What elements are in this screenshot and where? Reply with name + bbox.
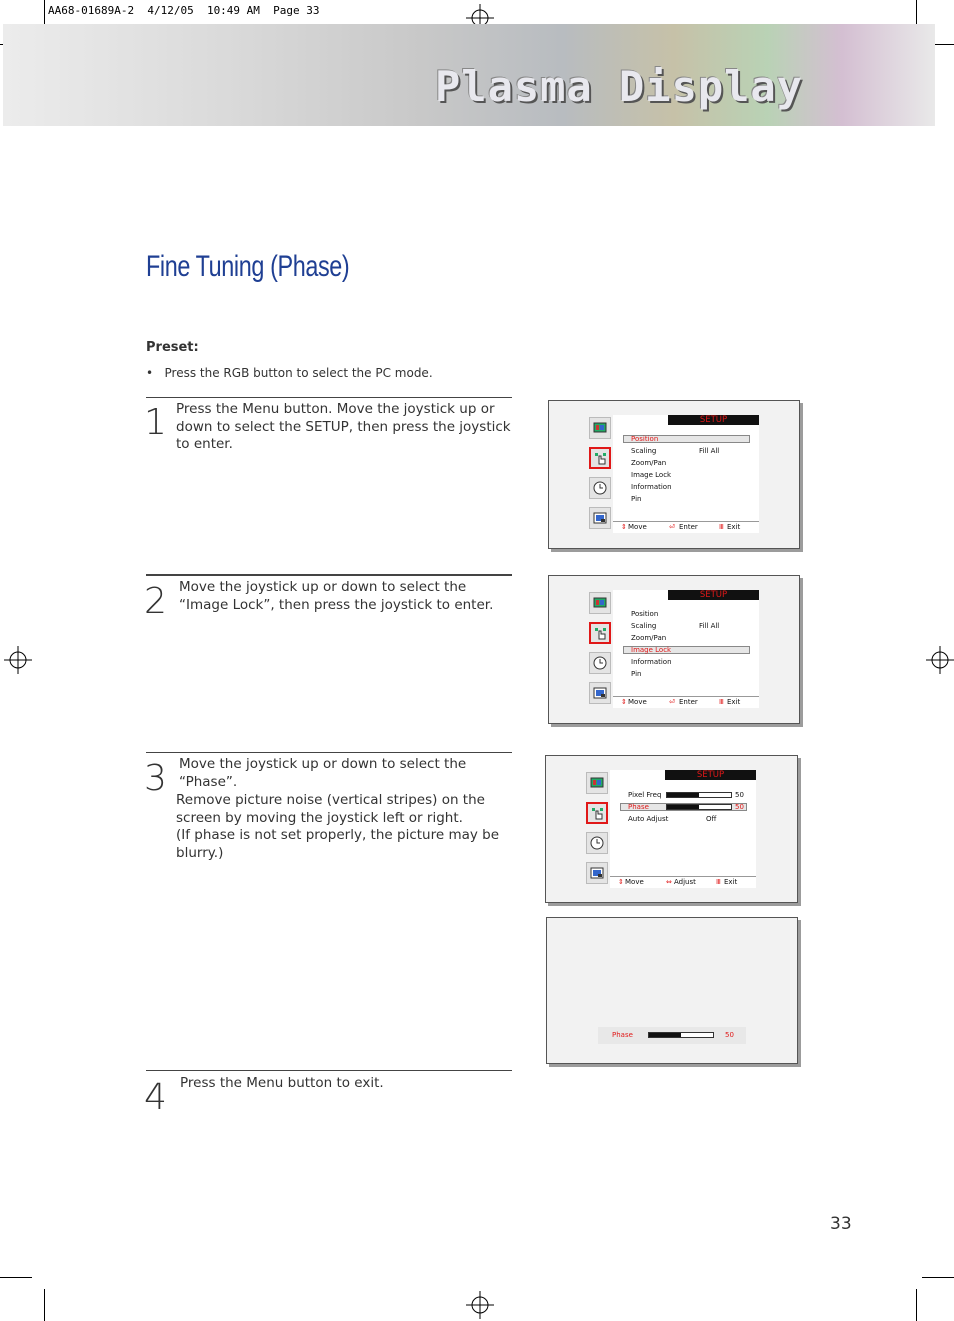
menu-item: Zoom/Pan [631,459,667,467]
phase-adjust-bar [598,1027,746,1044]
pip-icon [589,682,611,704]
osd-menu [613,590,759,708]
enter-icon: ⏎ [669,698,675,706]
header-banner [3,24,935,126]
step-divider [146,752,512,753]
footer-enter: Enter [679,698,698,706]
crop-mark [0,1277,32,1278]
move-icon: ⇕ [618,878,624,886]
step-number: 1 [144,402,167,443]
step-divider [146,397,512,398]
move-icon: ⇕ [621,698,627,706]
footer-move: Move [628,698,647,706]
footer-move: Move [625,878,644,886]
step-number: 4 [144,1077,167,1118]
setup-icon [589,622,611,644]
step-number: 2 [144,581,167,622]
picture-icon [589,592,611,614]
clock-icon [586,832,608,854]
step-text: Press the Menu button to exit. [180,1075,384,1091]
menu-value: 50 [735,791,744,799]
clock-icon [589,477,611,499]
menu-item: Scaling [631,622,657,630]
preset-bullet: • Press the RGB button to select the PC mode. [146,366,433,380]
step-text: Move the joystick up or down to select the “Image Lock”, then press the joystick to enter. [179,579,494,613]
page-number: 33 [830,1214,852,1234]
menu-value: Fill All [699,622,720,630]
banner-title: Plasma Display [435,62,804,111]
slider-fill [649,1033,681,1037]
crop-mark [922,1277,954,1278]
step-text: Remove picture noise (vertical stripes) on the screen by moving the joystick left or right. [176,792,485,826]
adjust-icon: ⇔ [666,878,672,886]
pip-icon [589,507,611,529]
menu-item: Pin [631,670,642,678]
menu-item: Phase [628,803,649,811]
step-number: 3 [144,758,167,799]
osd-title: SETUP [668,415,759,425]
page-title: Fine Tuning (Phase) [146,250,350,283]
osd-screenshot-4 [546,917,798,1064]
menu-item: Pixel Freq [628,791,662,799]
phase-slider [666,804,732,810]
pixel-freq-slider [666,792,732,798]
osd-title: SETUP [668,590,759,600]
footer-enter: Enter [679,523,698,531]
osd-screenshot-3 [545,755,798,903]
exit-icon: Ⅲ [719,698,724,706]
osd-footer [613,696,759,708]
crop-mark [44,1289,45,1321]
slider-fill [667,793,699,797]
menu-item: Position [631,435,659,443]
enter-icon: ⏎ [669,523,675,531]
menu-item: Zoom/Pan [631,634,667,642]
picture-icon [586,772,608,794]
step-text: Press the Menu button. Move the joystick up or down to select the SETUP, then press the joystick to enter. [176,401,511,452]
registration-mark [4,646,32,674]
osd-footer [610,876,756,888]
setup-icon [589,447,611,469]
pip-icon [586,862,608,884]
osd-menu [613,415,759,533]
menu-item: Image Lock [631,646,672,654]
phase-slider [648,1032,714,1038]
step-divider [146,1070,512,1071]
osd-footer [613,521,759,533]
menu-item: Information [631,483,672,491]
osd-title: SETUP [665,770,756,780]
exit-icon: Ⅲ [716,878,721,886]
picture-icon [589,417,611,439]
footer-exit: Exit [727,698,741,706]
osd-screenshot-2 [548,575,800,724]
exit-icon: Ⅲ [719,523,724,531]
osd-screenshot-1 [548,400,800,549]
footer-exit: Exit [727,523,741,531]
step-text: (If phase is not set properly, the picture may be blurry.) [176,827,500,861]
preset-bullet-text: Press the RGB button to select the PC mode. [164,366,433,380]
clock-icon [589,652,611,674]
menu-value: 50 [735,803,744,811]
step-divider [146,574,512,576]
step-text: Move the joystick up or down to select the “Phase”. [179,756,467,790]
menu-value: Fill All [699,447,720,455]
footer-exit: Exit [724,878,738,886]
phase-label: Phase [612,1031,633,1039]
move-icon: ⇕ [621,523,627,531]
crop-mark [916,1289,917,1321]
menu-item: Scaling [631,447,657,455]
slider-fill [667,805,699,809]
print-slug: AA68-01689A-2 4/12/05 10:49 AM Page 33 [48,4,320,17]
menu-item: Position [631,610,659,618]
osd-menu [610,770,756,888]
phase-value: 50 [725,1031,734,1039]
menu-value: Off [706,815,717,823]
registration-mark [926,646,954,674]
menu-item: Pin [631,495,642,503]
preset-label: Preset: [146,340,199,355]
registration-mark [466,1291,494,1319]
menu-item: Auto Adjust [628,815,669,823]
menu-item: Image Lock [631,471,672,479]
footer-move: Move [628,523,647,531]
footer-adjust: Adjust [674,878,696,886]
menu-item: Information [631,658,672,666]
setup-icon [586,802,608,824]
